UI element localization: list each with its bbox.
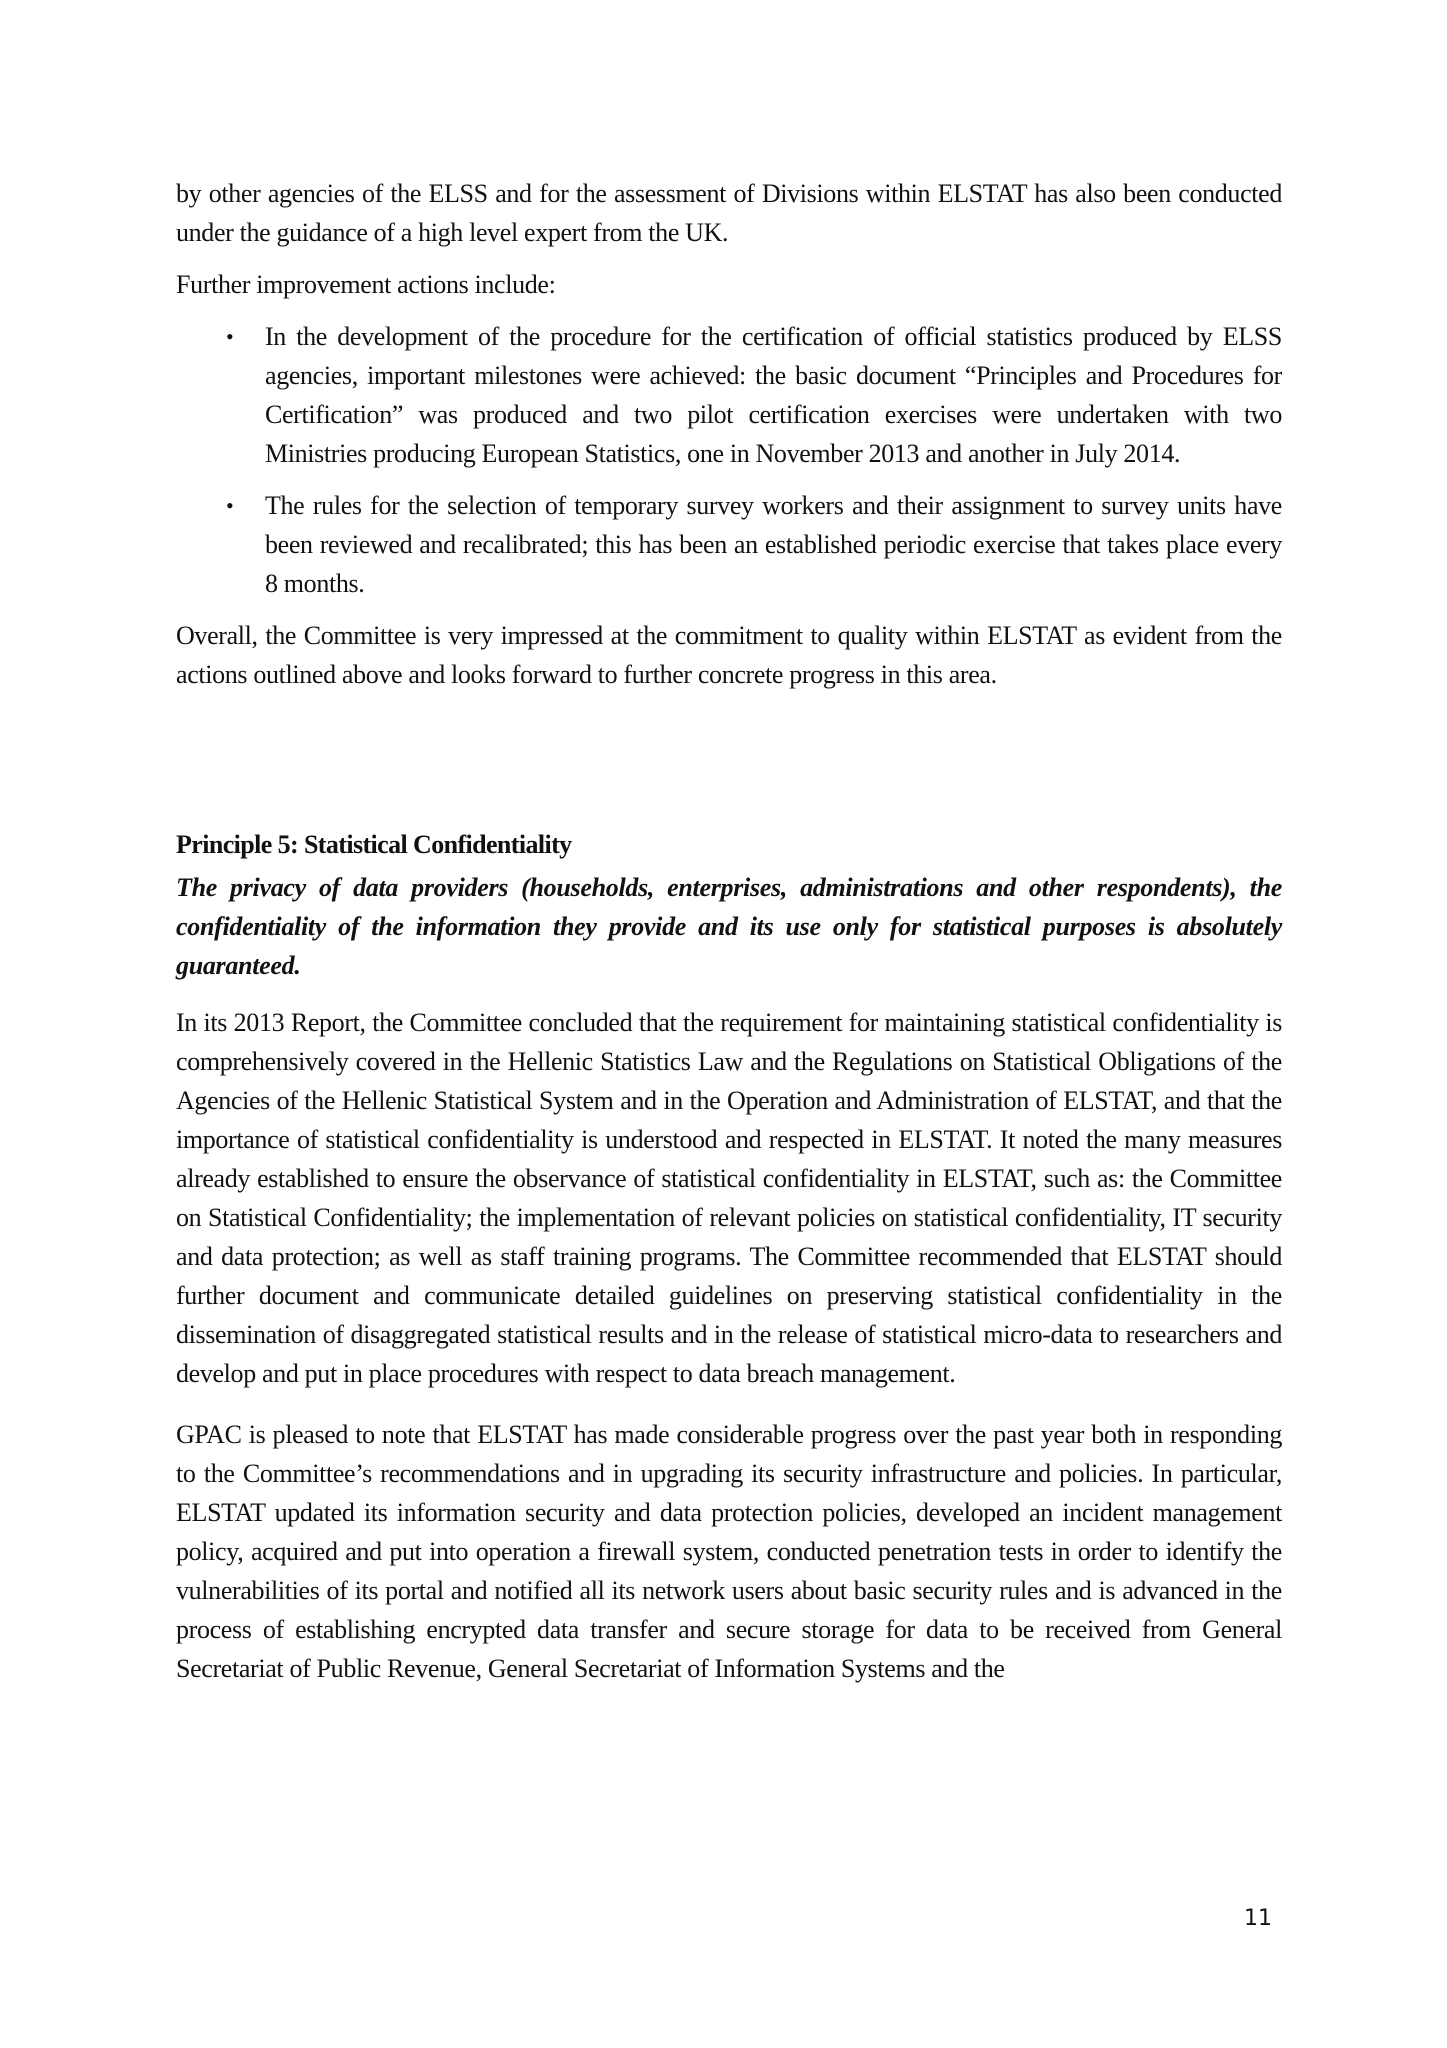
further-actions-lead: Further improvement actions include: xyxy=(176,270,556,299)
principle-heading: Principle 5: Statistical Confidentiality xyxy=(176,830,572,859)
bullet-icon: • xyxy=(226,493,234,518)
page-number: 11 xyxy=(1244,1906,1272,1931)
overall-paragraph: Overall, the Committee is very impressed at the commitment to quality within ELSTAT as evident from the actions outlined above and looks forward to further concrete progress in this area. xyxy=(176,621,1282,689)
list-item xyxy=(176,486,1282,603)
intro-paragraph: by other agencies of the ELSS and for the assessment of Divisions within ELSTAT has also been conducted under the guidance of a high level expert from the UK. xyxy=(176,179,1282,247)
list-item-text: The rules for the selection of temporary survey workers and their assignment to survey units have been reviewed and recalibrated; this has been an established periodic exercise that takes place every 8 months. xyxy=(265,491,1282,598)
list-item xyxy=(176,317,1282,473)
improvement-actions-list xyxy=(176,317,1282,603)
gpac-paragraph: GPAC is pleased to note that ELSTAT has made considerable progress over the past year both in responding to the Committee’s recommendations and in upgrading its security infrastructure and policies. In particular, ELSTAT updated its information security and data protection policies, developed an incident management policy, acquired and put into operation a firewall system, conducted penetration tests in order to identify the vulnerabilities of its portal and notified all its network users about basic security rules and is advanced in the process of establishing encrypted data transfer and secure storage for data to be received from General Secretariat of Public Revenue, General Secretariat of Information Systems and the xyxy=(176,1420,1282,1683)
section-spacer xyxy=(176,707,1282,825)
document-page xyxy=(176,174,1282,1701)
principle-statement: The privacy of data providers (households, enterprises, administrations and other respondents), the confidentiality of the information they provide and its use only for statistical purposes is absolutely guaranteed. xyxy=(176,873,1282,980)
bullet-icon: • xyxy=(226,324,234,349)
list-item-text: In the development of the procedure for the certification of official statistics produced by ELSS agencies, important milestones were achieved: the basic document “Principles and Procedures for Certification” was produced and two pilot certification exercises were undertaken with two Ministries producing European Statistics, one in November 2013 and another in July 2014. xyxy=(265,322,1282,468)
report-2013-paragraph: In its 2013 Report, the Committee concluded that the requirement for maintaining statistical confidentiality is comprehensively covered in the Hellenic Statistics Law and the Regulations on Statistical Obligations of the Agencies of the Hellenic Statistical System and in the Operation and Administration of ELSTAT, and that the importance of statistical confidentiality is understood and respected in ELSTAT. It noted the many measures already established to ensure the observance of statistical confidentiality in ELSTAT, such as: the Committee on Statistical Confidentiality; the implementation of relevant policies on statistical confidentiality, IT security and data protection; as well as staff training programs. The Committee recommended that ELSTAT should further document and communicate detailed guidelines on preserving statistical confidentiality in the dissemination of disaggregated statistical results and in the release of statistical micro-data to researchers and develop and put in place procedures with respect to data breach management. xyxy=(176,1008,1282,1388)
